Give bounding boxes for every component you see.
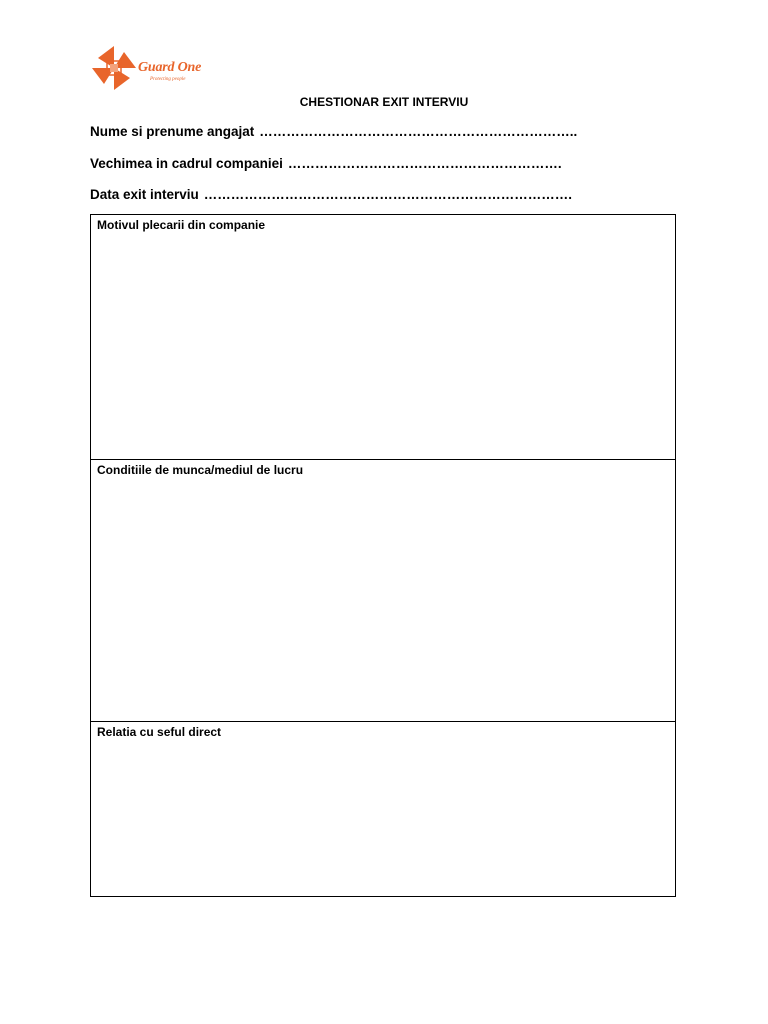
section-label: Relatia cu seful direct bbox=[97, 725, 222, 739]
document-title: CHESTIONAR EXIT INTERVIU bbox=[299, 95, 469, 109]
section-reason-for-leaving bbox=[91, 215, 675, 460]
field-dots: ……………………………………………………. bbox=[287, 156, 562, 171]
pinwheel-logo-icon bbox=[90, 44, 138, 92]
section-working-conditions bbox=[91, 460, 675, 722]
field-employee-name bbox=[90, 124, 577, 139]
logo-tagline: Protecting people bbox=[150, 77, 186, 82]
field-exit-date bbox=[90, 187, 572, 202]
field-dots: …………………………………………………………….. bbox=[259, 124, 578, 139]
field-label: Vechimea in cadrul companiei bbox=[90, 156, 283, 171]
field-label: Data exit interviu bbox=[90, 187, 199, 202]
section-label: Motivul plecarii din companie bbox=[97, 218, 266, 232]
field-label: Nume si prenume angajat bbox=[90, 124, 255, 139]
field-dots: ………………………………………………………………………. bbox=[203, 187, 573, 202]
field-seniority bbox=[90, 156, 562, 171]
section-label: Conditiile de munca/mediul de lucru bbox=[97, 463, 304, 477]
logo-company-name: Guard One bbox=[138, 60, 202, 75]
section-relationship-with-manager bbox=[91, 722, 675, 896]
company-logo bbox=[90, 44, 200, 92]
sections-table bbox=[90, 214, 676, 897]
